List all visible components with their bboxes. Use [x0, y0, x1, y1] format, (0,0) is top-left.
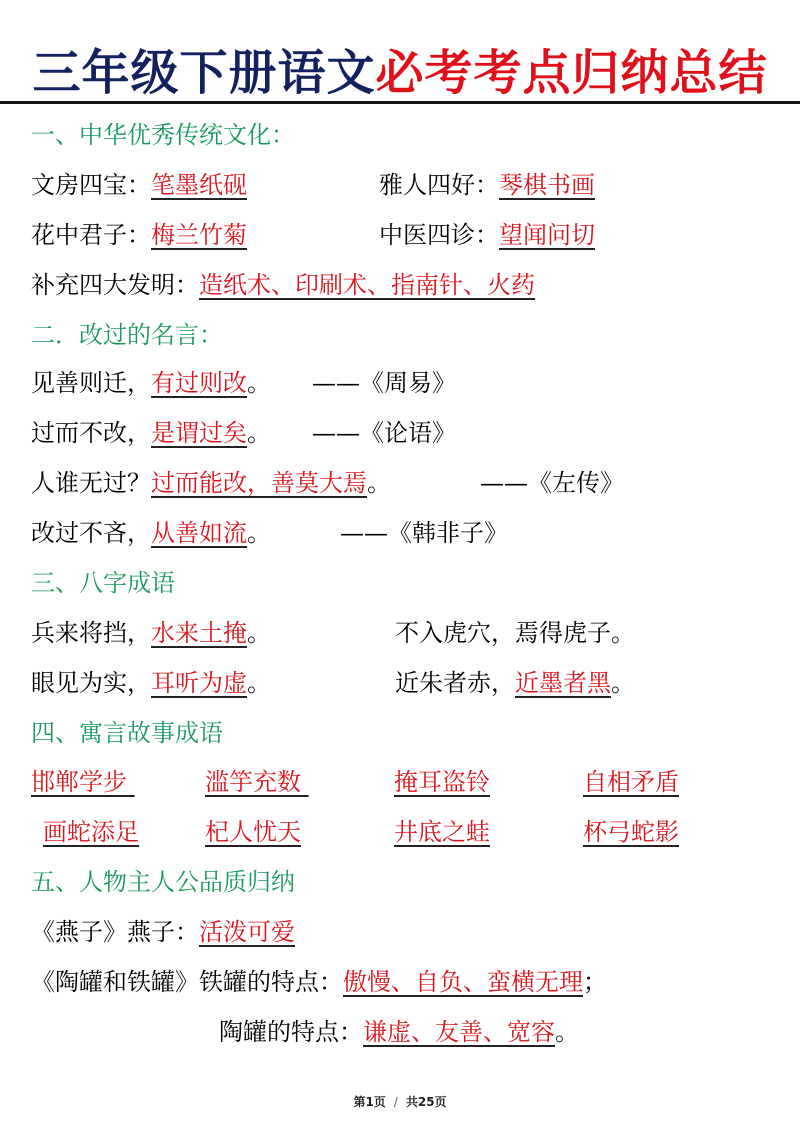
s1-row-2-left	[31, 218, 247, 252]
s3-r2-right-answer: 近墨者黑	[515, 669, 611, 697]
s3-r2-right-pre: 近朱者赤，	[395, 669, 515, 697]
s1-r2-left-answer: 梅兰竹菊	[151, 221, 247, 249]
section-5-heading: 五、人物主人公品质归纳	[31, 868, 295, 896]
title-part-1: 三年级下册语文	[32, 45, 376, 101]
section-2-heading: 二．改过的名言：	[31, 321, 223, 349]
s3-row-2-left	[31, 666, 271, 700]
quote-3-source: ——《左传》	[480, 469, 624, 497]
title-rule	[0, 101, 800, 104]
s1-r2-right-label: 中医四诊：	[379, 221, 499, 249]
quote-4	[31, 516, 271, 550]
s1-row-3	[31, 268, 535, 302]
s5-r2-post: ；	[583, 968, 607, 996]
s5-row-1	[31, 915, 295, 949]
s1-row-1-left	[31, 168, 247, 202]
s5-r3-label: 陶罐的特点：	[219, 1018, 363, 1046]
section-4-heading: 四、寓言故事成语	[31, 719, 223, 747]
s3-r2-left-pre: 眼见为实，	[31, 669, 151, 697]
s1-r1-left-answer: 笔墨纸砚	[151, 171, 247, 199]
s3-r2-left-answer: 耳听为虚	[151, 669, 247, 697]
s1-r1-left-label: 文房四宝：	[31, 171, 151, 199]
quote-4-answer: 从善如流	[151, 519, 247, 547]
page-title	[0, 38, 800, 108]
idiom-7: 井底之蛙	[394, 818, 490, 846]
s1-row-2-right	[379, 218, 595, 252]
quote-3-answer: 过而能改，善莫大焉	[151, 469, 367, 497]
s5-r2-answer: 傲慢、自负、蛮横无理	[343, 968, 583, 996]
s1-r2-left-label: 花中君子：	[31, 221, 151, 249]
quote-1-pre: 见善则迁，	[31, 369, 151, 397]
section-1-heading: 一、中华优秀传统文化：	[31, 121, 295, 149]
s1-row-1-right	[379, 168, 595, 202]
title-part-2: 必考考点归纳总结	[375, 45, 768, 101]
quote-4-source: ——《韩非子》	[340, 519, 508, 547]
idiom-2: 滥竽充数	[205, 768, 309, 796]
s1-r2-right-answer: 望闻问切	[499, 221, 595, 249]
s5-r2-label: 《陶罐和铁罐》铁罐的特点：	[31, 968, 343, 996]
page-footer	[0, 1093, 800, 1110]
s3-r1-left-post: 。	[247, 619, 271, 647]
idiom-6: 杞人忧天	[205, 818, 301, 846]
idiom-3: 掩耳盗铃	[394, 768, 490, 796]
s3-row-1-right: 不入虎穴，焉得虎子。	[395, 619, 635, 647]
quote-3-pre: 人谁无过？	[31, 469, 151, 497]
page-total: 共25页	[405, 1095, 447, 1109]
s3-row-2-right	[395, 666, 635, 700]
quote-1-answer: 有过则改	[151, 369, 247, 397]
quote-1-source: ——《周易》	[312, 369, 456, 397]
s1-r1-right-answer: 琴棋书画	[499, 171, 595, 199]
quote-4-pre: 改过不吝，	[31, 519, 151, 547]
s5-row-2	[31, 965, 607, 999]
quote-1	[31, 366, 271, 400]
s3-r2-left-post: 。	[247, 669, 271, 697]
quote-4-post: 。	[247, 519, 271, 547]
idiom-1: 邯郸学步	[31, 768, 135, 796]
s3-r1-left-pre: 兵来将挡，	[31, 619, 151, 647]
page-separator: /	[393, 1095, 398, 1109]
idiom-4: 自相矛盾	[583, 768, 679, 796]
s3-r2-right-post: 。	[611, 669, 635, 697]
idiom-5: 画蛇添足	[43, 818, 139, 846]
quote-2-answer: 是谓过矣	[151, 419, 247, 447]
s1-r3-label: 补充四大发明：	[31, 271, 199, 299]
quote-2-source: ——《论语》	[312, 419, 456, 447]
s1-r1-right-label: 雅人四好：	[379, 171, 499, 199]
quote-1-post: 。	[247, 369, 271, 397]
s3-row-1-left	[31, 616, 271, 650]
quote-2-post: 。	[247, 419, 271, 447]
s5-row-3	[219, 1015, 579, 1049]
s5-r1-answer: 活泼可爱	[199, 918, 295, 946]
quote-2	[31, 416, 271, 450]
s3-r1-left-answer: 水来土掩	[151, 619, 247, 647]
quote-2-pre: 过而不改，	[31, 419, 151, 447]
quote-3-post: 。	[367, 469, 391, 497]
s5-r3-answer: 谦虚、友善、宽容	[363, 1018, 555, 1046]
s5-r3-post: 。	[555, 1018, 579, 1046]
s1-r3-answer: 造纸术、印刷术、指南针、火药	[199, 271, 535, 299]
s5-r1-label: 《燕子》燕子：	[31, 918, 199, 946]
idiom-8: 杯弓蛇影	[583, 818, 679, 846]
page-number: 第1页	[353, 1095, 386, 1109]
section-3-heading: 三、八字成语	[31, 569, 175, 597]
quote-3	[31, 466, 391, 500]
